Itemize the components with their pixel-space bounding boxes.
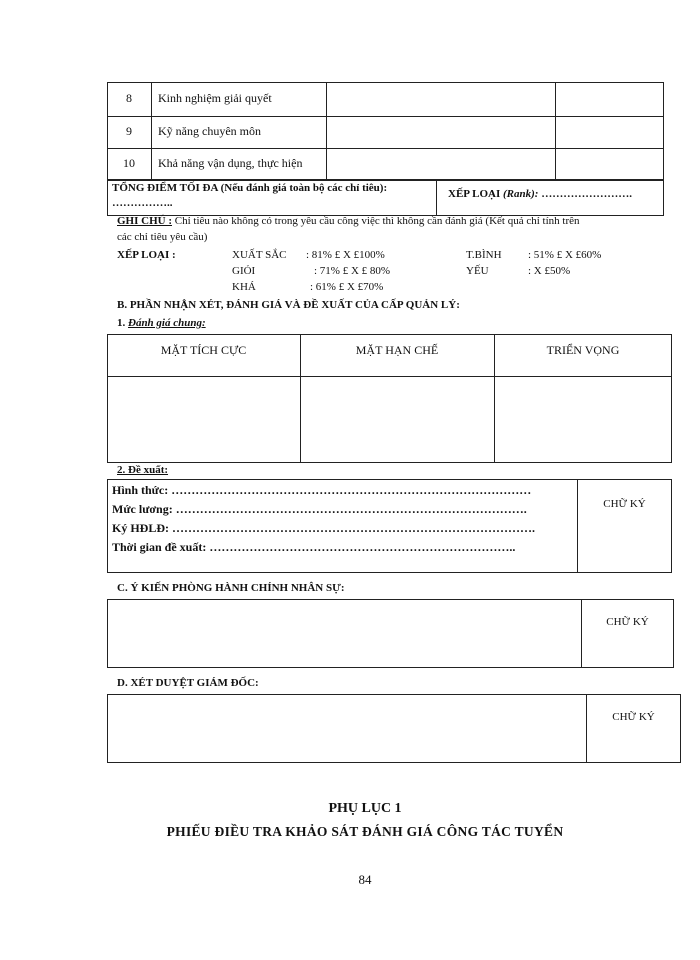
column-divider [151,82,152,180]
proposal-salary: Mức lương: ……………………………………………………………………………. [112,502,527,516]
class-range: : X £50% [528,265,571,277]
header-prospects: TRIỂN VỌNG [546,343,620,357]
signature-label: CHỮ KÝ [606,616,649,628]
class-name: T.BÌNH [466,249,502,261]
class-name: KHÁ [232,281,256,293]
column-divider [436,180,437,216]
section-c-title: C. Ý KIẾN PHÒNG HÀNH CHÍNH NHÂN SỰ: [117,582,345,594]
proposal-time: Thời gian đề xuất: ………………………………………………………………….. [112,540,516,554]
row-number: 9 [126,124,132,138]
column-divider [581,599,582,668]
row-divider [107,376,672,377]
section-b-title: B. PHẦN NHẬN XÉT, ĐÁNH GIÁ VÀ ĐỀ XUẤT CỦA CẤP QUẢN LÝ: [117,299,460,311]
note [117,215,580,227]
general-evaluation-heading [117,317,206,329]
column-divider [577,479,578,573]
rank-hint: (Rank): [503,188,539,200]
appendix-subtitle: PHIẾU ĐIỀU TRA KHẢO SÁT ĐÁNH GIÁ CÔNG TÁC TUYỂN [166,824,564,839]
signature-label: CHỮ KÝ [603,498,646,510]
proposal-contract: Ký HĐLĐ: ………………………………………………………………………………. [112,521,535,535]
note-text: Chỉ tiêu nào không có trong yêu cầu công việc thì không cần đánh giá (Kết quả chỉ tính trên [174,215,580,227]
classification-label: XẾP LOẠI : [117,249,176,261]
section-d-title: D. XÉT DUYỆT GIÁM ĐỐC: [117,677,259,689]
hr-opinion-box [107,599,674,668]
rank-field [448,188,632,200]
class-range: : 61% £ X £70% [310,281,384,293]
column-divider [326,82,327,180]
total-score-label: TỔNG ĐIỂM TỐI ĐA (Nếu đánh giá toàn bộ các chỉ tiêu): [112,182,388,194]
director-approval-box [107,694,681,763]
total-score-value: …………….. [112,197,173,209]
signature-label: CHỮ KÝ [612,711,655,723]
rank-value: ……………………. [541,188,632,200]
rank-label: XẾP LOẠI [448,188,501,200]
note-label: GHI CHÚ : [117,215,172,227]
class-name: YẾU [466,265,489,277]
row-divider [107,148,664,149]
class-name: GIỎI [232,265,256,277]
class-range: : 81% £ X £100% [306,249,385,261]
header-limitations: MẶT HẠN CHẾ [355,343,439,357]
row-number: 8 [126,91,132,105]
criterion-name: Kinh nghiệm giải quyết [158,91,272,105]
class-range: : 71% £ X £ 80% [314,265,391,277]
row-divider [107,116,664,117]
column-divider [555,82,556,180]
page-number: 84 [358,872,372,887]
subsection-label: Đánh giá chung: [128,317,206,329]
proposal-form: Hình thức: ……………………………………………………………………………… [112,483,532,497]
class-range: : 51% £ X £60% [528,249,602,261]
header-positive: MẶT TÍCH CỰC [160,343,247,357]
subsection-number: 1. [117,317,126,329]
appendix-title: PHỤ LỤC 1 [328,801,402,816]
column-divider [586,694,587,763]
class-name: XUẤT SẮC [232,249,287,261]
note-text-continued: các chỉ tiêu yêu cầu) [117,231,208,243]
criterion-name: Khả năng vận dụng, thực hiện [158,156,303,170]
row-number: 10 [123,156,135,170]
criterion-name: Kỹ năng chuyên môn [158,124,261,138]
proposal-heading: 2. Đề xuất: [117,464,169,476]
